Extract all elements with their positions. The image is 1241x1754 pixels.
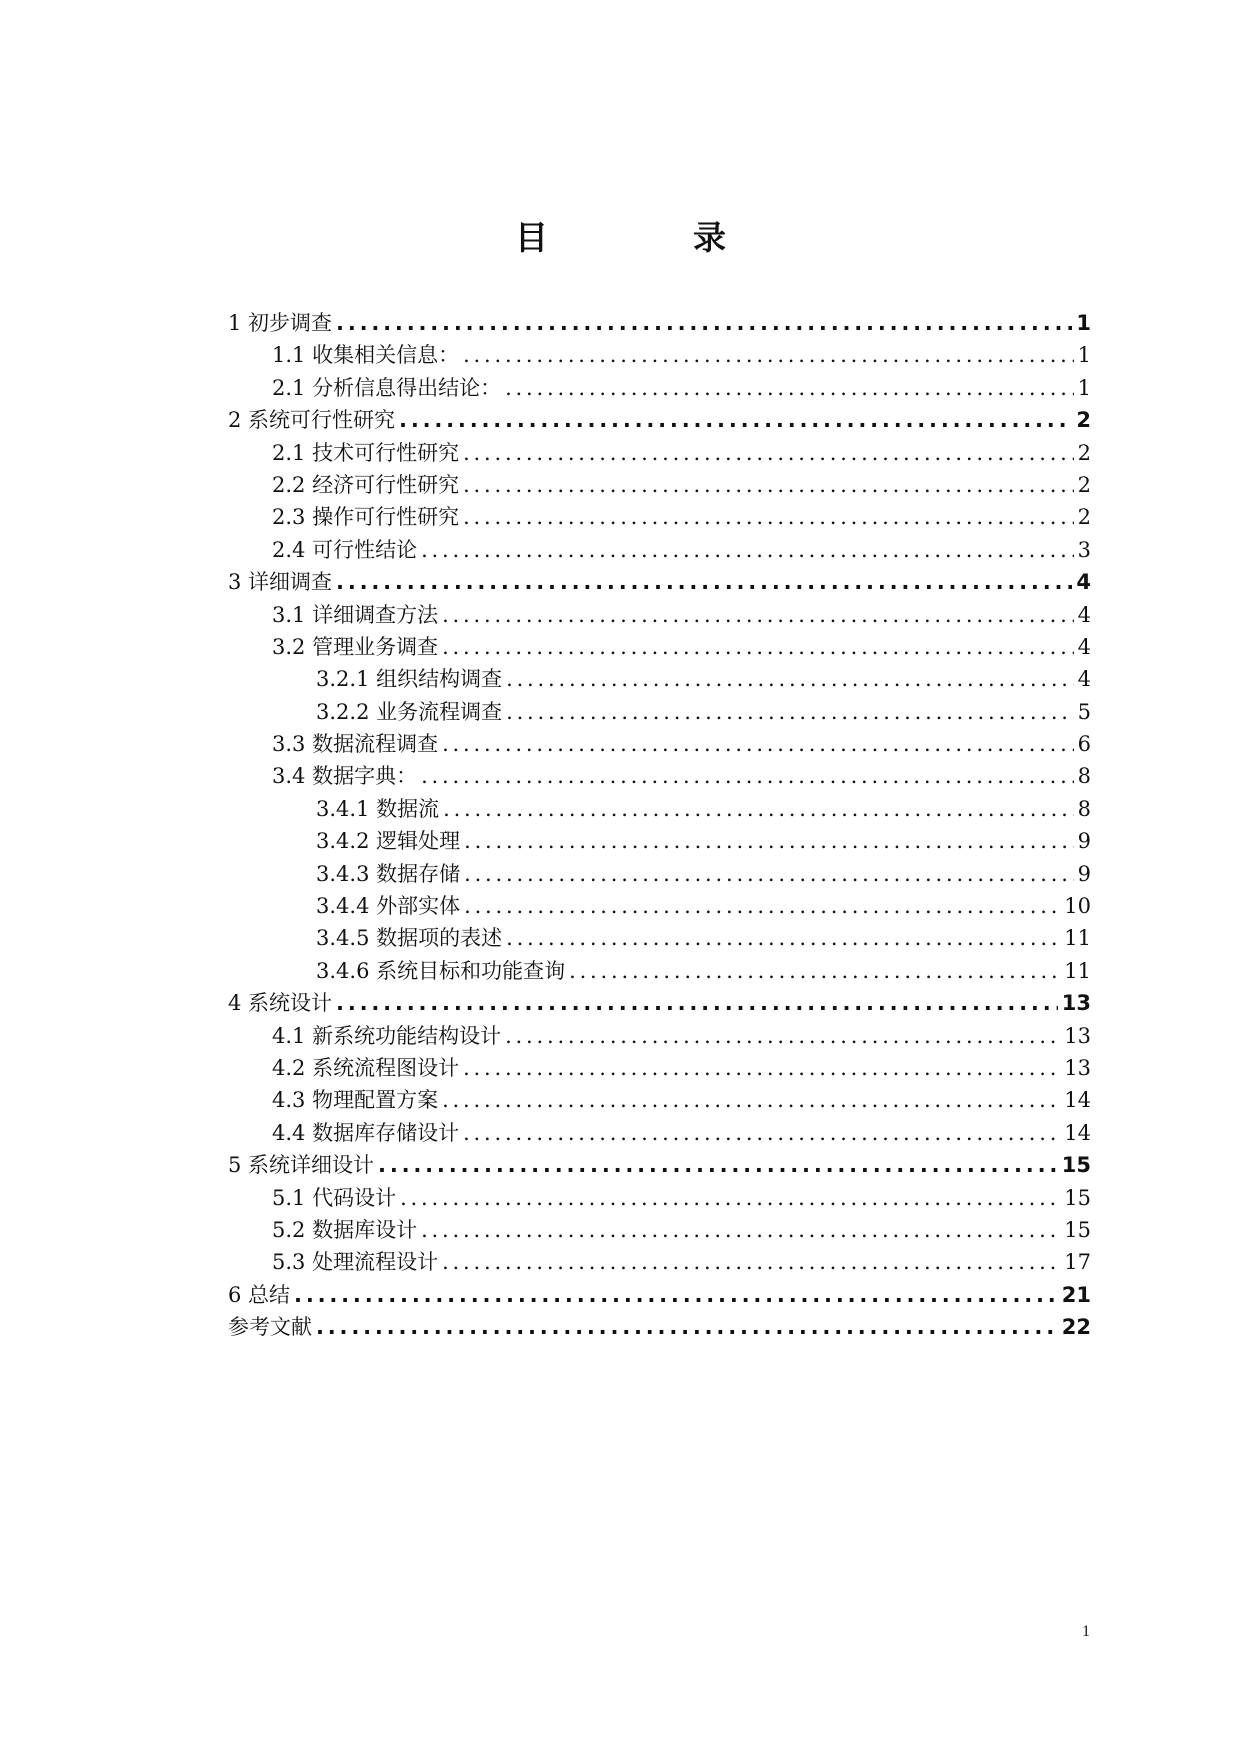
- toc-entry[interactable]: [228, 728, 1091, 760]
- toc-dot-leader: [463, 469, 1074, 501]
- toc-dot-leader: [463, 1117, 1060, 1149]
- toc-dot-leader: [443, 793, 1074, 825]
- toc-entry-title: 2.4 可行性结论: [272, 537, 418, 562]
- toc-entry-title: 5.3 处理流程设计: [272, 1250, 439, 1275]
- toc-entry-title: 3.2.2 业务流程调查: [316, 699, 503, 724]
- toc-entry-page: 2: [1077, 505, 1091, 530]
- toc-entry-title: 4.1 新系统功能结构设计: [272, 1023, 502, 1048]
- toc-entry-title: 5.1 代码设计: [272, 1185, 397, 1210]
- toc-entry-page: 4: [1077, 634, 1091, 659]
- toc-entry-page: 4: [1076, 570, 1091, 595]
- toc-dot-leader: [421, 534, 1074, 566]
- toc-entry-page: 13: [1064, 1023, 1091, 1048]
- toc-dot-leader: [421, 760, 1074, 792]
- toc-dot-leader: [464, 825, 1074, 857]
- toc-dot-leader: [294, 1279, 1058, 1311]
- toc-entry-page: 15: [1064, 1217, 1091, 1242]
- toc-entry-page: 15: [1064, 1185, 1091, 1210]
- toc-entry[interactable]: [228, 534, 1091, 566]
- toc-dot-leader: [442, 599, 1074, 631]
- toc-dot-leader: [442, 631, 1074, 663]
- toc-entry-title: 3.4.6 系统目标和功能查询: [316, 958, 566, 983]
- toc-entry[interactable]: [228, 404, 1091, 436]
- toc-entry-title: 参考文献: [228, 1315, 312, 1340]
- toc-entry[interactable]: [228, 1149, 1091, 1181]
- page-number: 1: [1082, 1623, 1090, 1640]
- toc-entry[interactable]: [228, 760, 1091, 792]
- toc-entry-title: 2.1 分析信息得出结论：: [272, 375, 502, 400]
- toc-entry-page: 10: [1064, 894, 1091, 919]
- toc-dot-leader: [464, 890, 1060, 922]
- toc-entry[interactable]: [228, 1246, 1091, 1278]
- toc-entry[interactable]: [228, 631, 1091, 663]
- toc-entry-page: 21: [1061, 1282, 1091, 1307]
- toc-entry-title: 3.4.5 数据项的表述: [316, 926, 503, 951]
- toc-entry[interactable]: [228, 1214, 1091, 1246]
- toc-entry-page: 8: [1077, 796, 1091, 821]
- toc-entry-title: 1 初步调查: [228, 311, 333, 335]
- toc-entry-page: 14: [1064, 1120, 1091, 1145]
- toc-dot-leader: [442, 1084, 1060, 1116]
- toc-entry-page: 8: [1077, 764, 1091, 789]
- toc-dot-leader: [505, 372, 1074, 404]
- toc-entry[interactable]: [228, 339, 1091, 371]
- toc-entry-page: 4: [1077, 667, 1091, 692]
- toc-entry-page: 3: [1077, 537, 1091, 562]
- toc-entry-title: 2.2 经济可行性研究: [272, 472, 460, 497]
- toc-dot-leader: [336, 987, 1058, 1019]
- toc-entry[interactable]: [228, 825, 1091, 857]
- toc-entry-page: 11: [1064, 926, 1091, 951]
- toc-entry-page: 9: [1077, 861, 1091, 886]
- toc-dot-leader: [463, 501, 1074, 533]
- toc-dot-leader: [506, 696, 1074, 728]
- toc-entry[interactable]: [228, 501, 1091, 533]
- toc-entry-title: 3.4.1 数据流: [316, 796, 440, 821]
- toc-entry[interactable]: [228, 1020, 1091, 1052]
- toc-dot-leader: [569, 955, 1060, 987]
- toc-entry-page: 13: [1061, 991, 1091, 1016]
- toc-entry-title: 4.4 数据库存储设计: [272, 1120, 460, 1145]
- toc-entry-title: 6 总结: [228, 1282, 291, 1307]
- toc-dot-leader: [442, 728, 1074, 760]
- toc-entry-page: 17: [1064, 1250, 1091, 1275]
- toc-entry-title: 3.1 详细调查方法: [272, 602, 439, 627]
- toc-entry[interactable]: [228, 987, 1091, 1019]
- toc-entry-page: 5: [1077, 699, 1091, 724]
- toc-entry-page: 9: [1077, 829, 1091, 854]
- toc-dot-leader: [336, 307, 1072, 339]
- toc-entry-title: 2.1 技术可行性研究: [272, 440, 460, 465]
- toc-dot-leader: [442, 1246, 1060, 1278]
- toc-entry[interactable]: [228, 1084, 1091, 1116]
- toc-entry-title: 3.2 管理业务调查: [272, 634, 439, 659]
- toc-entry-title: 4.2 系统流程图设计: [272, 1055, 460, 1080]
- toc-entry[interactable]: [228, 1311, 1091, 1343]
- toc-entry-page: 2: [1076, 408, 1091, 433]
- toc-entry-title: 2.3 操作可行性研究: [272, 505, 460, 530]
- toc-entry-title: 4.3 物理配置方案: [272, 1088, 439, 1113]
- toc-entry[interactable]: [228, 1182, 1091, 1214]
- toc-entry-page: 4: [1077, 602, 1091, 627]
- toc-entry-page: 14: [1064, 1088, 1091, 1113]
- toc-entry[interactable]: [228, 599, 1091, 631]
- toc-entry-page: 2: [1077, 472, 1091, 497]
- toc-entry-title: 3.3 数据流程调查: [272, 732, 439, 757]
- table-of-contents: [228, 307, 1091, 1344]
- toc-dot-leader: [378, 1149, 1058, 1181]
- toc-entry[interactable]: [228, 955, 1091, 987]
- toc-entry-page: 13: [1064, 1055, 1091, 1080]
- toc-entry[interactable]: [228, 858, 1091, 890]
- toc-entry-title: 3.4.3 数据存储: [316, 861, 461, 886]
- toc-entry-page: 1: [1077, 343, 1091, 368]
- toc-entry[interactable]: [228, 890, 1091, 922]
- toc-entry[interactable]: [228, 307, 1091, 339]
- toc-dot-leader: [463, 339, 1074, 371]
- toc-dot-leader: [421, 1214, 1060, 1246]
- toc-entry[interactable]: [228, 1279, 1091, 1311]
- toc-entry-title: 3.4.4 外部实体: [316, 894, 461, 919]
- toc-entry-title: 2 系统可行性研究: [228, 408, 396, 433]
- toc-entry-title: 3.4.2 逻辑处理: [316, 829, 461, 854]
- toc-entry-page: 1: [1077, 375, 1091, 400]
- toc-dot-leader: [463, 437, 1074, 469]
- toc-dot-leader: [506, 663, 1074, 695]
- toc-entry[interactable]: [228, 922, 1091, 954]
- toc-entry-page: 11: [1064, 958, 1091, 983]
- toc-entry[interactable]: [228, 696, 1091, 728]
- toc-entry-title: 3.2.1 组织结构调查: [316, 667, 503, 692]
- toc-entry-title: 3 详细调查: [228, 570, 333, 595]
- toc-entry[interactable]: [228, 1117, 1091, 1149]
- toc-entry-page: 1: [1076, 311, 1091, 335]
- toc-entry[interactable]: [228, 793, 1091, 825]
- toc-entry-title: 1.1 收集相关信息：: [272, 343, 460, 368]
- toc-dot-leader: [399, 404, 1072, 436]
- toc-dot-leader: [464, 858, 1074, 890]
- toc-dot-leader: [463, 1052, 1060, 1084]
- toc-dot-leader: [316, 1311, 1058, 1343]
- toc-dot-leader: [400, 1182, 1060, 1214]
- toc-dot-leader: [336, 566, 1072, 598]
- toc-entry[interactable]: [228, 1052, 1091, 1084]
- toc-entry-page: 15: [1061, 1153, 1091, 1178]
- toc-entry[interactable]: [228, 663, 1091, 695]
- toc-entry-page: 6: [1077, 732, 1091, 757]
- toc-entry-page: 22: [1061, 1315, 1091, 1340]
- toc-dot-leader: [506, 922, 1060, 954]
- toc-entry-title: 5.2 数据库设计: [272, 1217, 418, 1242]
- toc-entry-title: 5 系统详细设计: [228, 1153, 375, 1178]
- toc-entry-page: 2: [1077, 440, 1091, 465]
- toc-entry[interactable]: [228, 566, 1091, 598]
- toc-entry[interactable]: [228, 437, 1091, 469]
- toc-entry-title: 4 系统设计: [228, 991, 333, 1016]
- toc-entry[interactable]: [228, 469, 1091, 501]
- toc-entry[interactable]: [228, 372, 1091, 404]
- toc-entry-title: 3.4 数据字典：: [272, 764, 418, 789]
- toc-dot-leader: [505, 1020, 1060, 1052]
- page-title: 目 录: [515, 218, 782, 257]
